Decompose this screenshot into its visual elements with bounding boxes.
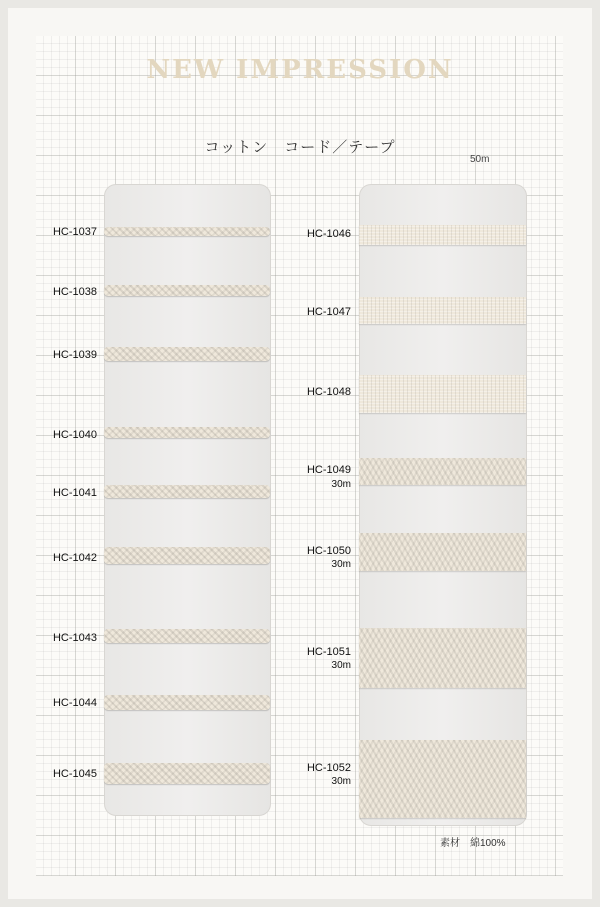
code-label-hc-1042: HC-1042 [52,552,97,564]
length-label-hc-1050: 30m [331,559,351,570]
code-label-hc-1037: HC-1037 [52,226,97,238]
tape-sample-hc-1051 [359,628,526,688]
tape-sample-hc-1048 [359,375,526,413]
cord-sample-hc-1043 [104,629,270,643]
cord-sample-hc-1041 [104,485,270,498]
code-label-hc-1040: HC-1040 [52,429,97,441]
code-label-hc-1050: HC-1050 [306,545,351,557]
code-label-hc-1051: HC-1051 [306,646,351,658]
length-label-hc-1049: 30m [331,479,351,490]
cord-sample-hc-1042 [104,547,270,564]
right-sample-window [359,184,527,826]
cord-sample-hc-1039 [104,347,270,361]
tape-sample-hc-1049 [359,458,526,485]
material-note: 素材 綿100% [440,838,506,849]
cord-sample-hc-1045 [104,763,270,784]
length-label-hc-1051: 30m [331,660,351,671]
code-label-hc-1038: HC-1038 [52,286,97,298]
default-length: 50m [470,154,490,165]
tape-sample-hc-1047 [359,297,526,324]
tape-sample-hc-1050 [359,533,526,571]
code-label-hc-1041: HC-1041 [52,487,97,499]
code-label-hc-1049: HC-1049 [306,464,351,476]
cord-sample-hc-1040 [104,427,270,438]
code-label-hc-1052: HC-1052 [306,762,351,774]
cord-sample-hc-1038 [104,285,270,296]
tape-sample-hc-1046 [359,225,526,245]
cord-sample-hc-1044 [104,695,270,710]
brand-title: NEW IMPRESSION [146,55,454,85]
tape-sample-hc-1052 [359,740,526,818]
code-label-hc-1046: HC-1046 [306,228,351,240]
cord-sample-hc-1037 [104,227,270,236]
code-label-hc-1048: HC-1048 [306,386,351,398]
code-label-hc-1047: HC-1047 [306,306,351,318]
length-label-hc-1052: 30m [331,776,351,787]
code-label-hc-1044: HC-1044 [52,697,97,709]
code-label-hc-1043: HC-1043 [52,632,97,644]
product-subtitle: コットン コード／テープ [204,139,396,156]
code-label-hc-1045: HC-1045 [52,768,97,780]
code-label-hc-1039: HC-1039 [52,349,97,361]
left-sample-window [104,184,271,816]
